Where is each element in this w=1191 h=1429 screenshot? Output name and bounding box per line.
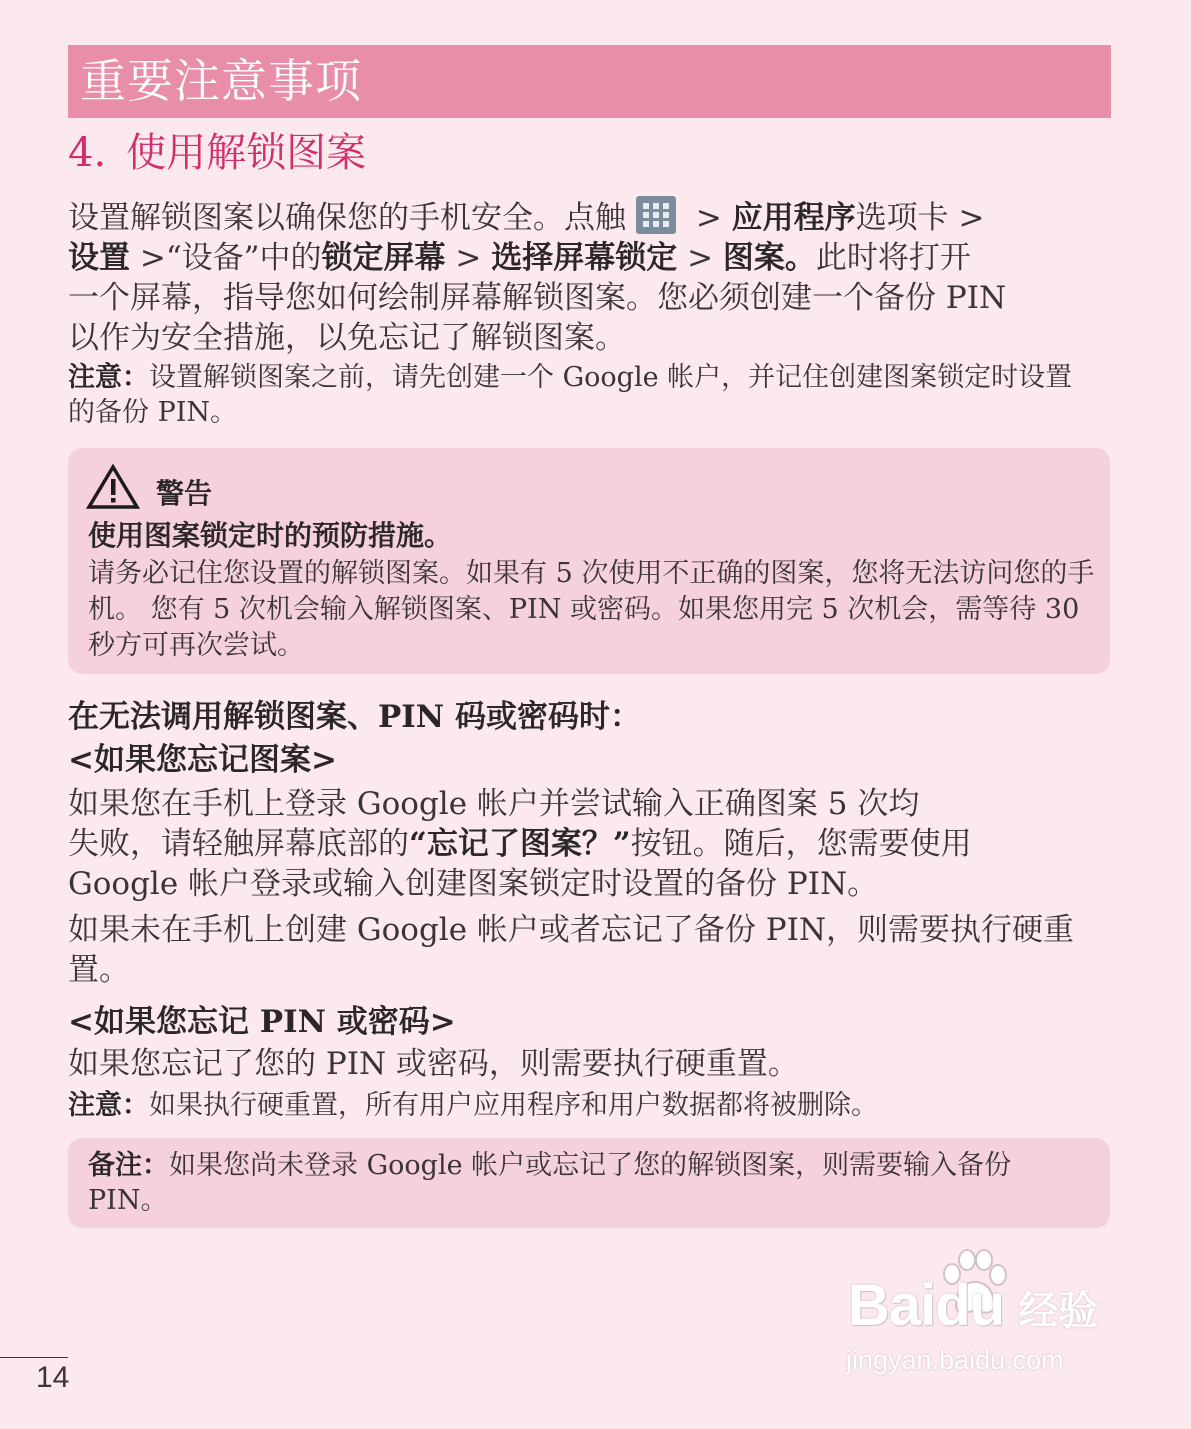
watermark-brand: Baidu bbox=[848, 1273, 1005, 1338]
lock-screen-label: 锁定屏幕 bbox=[321, 240, 446, 276]
note-2-label: 注意： bbox=[68, 1090, 149, 1121]
section-title bbox=[68, 128, 366, 178]
forgot-pattern-button-label: “忘记了图案？” bbox=[409, 826, 631, 862]
apps-grid-icon bbox=[636, 196, 676, 234]
remark-box bbox=[68, 1138, 1110, 1228]
unable-heading: 在无法调用解锁图案、PIN 码或密码时： bbox=[68, 699, 641, 735]
separator: > bbox=[686, 200, 732, 236]
forgot-pattern-paragraph bbox=[68, 784, 1098, 904]
intro-text: >“设备”中的 bbox=[130, 240, 322, 276]
intro-line-3: 一个屏幕，指导您如何绘制屏幕解锁图案。您必须创建一个备份 PIN bbox=[68, 280, 1007, 316]
forgot-pin-heading: <如果您忘记 PIN 或密码> bbox=[68, 1004, 456, 1040]
remark-body: 如果您尚未登录 Google 帐户或忘记了您的解锁图案，则需要输入备份 PIN。 bbox=[88, 1150, 1012, 1216]
intro-line-2 bbox=[68, 238, 1098, 278]
intro-text: 此时将打开 bbox=[815, 240, 971, 276]
header-title: 重要注意事项 bbox=[80, 54, 362, 108]
note-1-text: 设置解锁图案之前，请先创建一个 Google 帐户，并记住创建图案锁定时设置的备份 PIN。 bbox=[68, 362, 1073, 428]
intro-paragraph bbox=[68, 196, 1098, 358]
note-2-text: 如果执行硬重置，所有用户应用程序和用户数据都将被删除。 bbox=[149, 1090, 878, 1121]
forgot-pin-paragraph: 如果您忘记了您的 PIN 或密码，则需要执行硬重置。 bbox=[68, 1046, 799, 1082]
warning-label: 警告 bbox=[156, 477, 213, 510]
fp-text: 失败，请轻触屏幕底部的 bbox=[68, 826, 409, 862]
warning-box bbox=[68, 448, 1110, 674]
forgot-pattern-heading: <如果您忘记图案> bbox=[68, 742, 337, 778]
note-2 bbox=[68, 1088, 1098, 1123]
page-number-rule bbox=[0, 1357, 68, 1358]
watermark-url: jingyan.baidu.com bbox=[846, 1345, 1064, 1375]
warning-title: 使用图案锁定时的预防措施。 bbox=[88, 519, 453, 552]
header-bar bbox=[68, 45, 1111, 118]
fp-text: 按钮。随后，您需要使用 bbox=[630, 826, 972, 862]
pattern-label: 图案。 bbox=[722, 240, 816, 276]
note-1 bbox=[68, 360, 1098, 430]
settings-label: 设置 bbox=[68, 240, 130, 276]
section-number: 4. bbox=[68, 130, 107, 176]
app-tab-label: 应用程序 bbox=[731, 200, 856, 236]
intro-text: 设置解锁图案以确保您的手机安全。点触 bbox=[68, 200, 626, 236]
select-lock-label: 选择屏幕锁定 bbox=[491, 240, 678, 276]
remark-text bbox=[88, 1148, 1093, 1218]
note-1-label: 注意： bbox=[68, 362, 149, 393]
baidu-watermark bbox=[840, 1248, 1130, 1388]
remark-label: 备注： bbox=[88, 1150, 169, 1181]
watermark-product: 经验 bbox=[1018, 1288, 1098, 1334]
intro-line-1 bbox=[68, 196, 1098, 238]
warning-body: 请务必记住您设置的解锁图案。如果有 5 次使用不正确的图案，您将无法访问您的手机。 您有 5 次机会输入解锁图案、PIN 或密码。如果您用完 5 次机会，需等待 30 秒方可再次尝试。 bbox=[88, 558, 1095, 661]
fp-line-2 bbox=[68, 824, 1098, 864]
separator: > bbox=[677, 240, 723, 276]
warning-triangle-icon bbox=[86, 464, 140, 510]
section-heading: 使用解锁图案 bbox=[126, 130, 367, 176]
intro-text: 选项卡 > bbox=[855, 200, 985, 236]
intro-line-4: 以作为安全措施，以免忘记了解锁图案。 bbox=[68, 320, 626, 356]
page-number: 14 bbox=[36, 1361, 70, 1394]
fp-line-1: 如果您在手机上登录 Google 帐户并尝试输入正确图案 5 次均 bbox=[68, 786, 920, 822]
fp-line-3: Google 帐户登录或输入创建图案锁定时设置的备份 PIN。 bbox=[68, 866, 879, 902]
separator: > bbox=[445, 240, 492, 276]
hard-reset-paragraph: 如果未在手机上创建 Google 帐户或者忘记了备份 PIN，则需要执行硬重置。 bbox=[68, 912, 1074, 988]
